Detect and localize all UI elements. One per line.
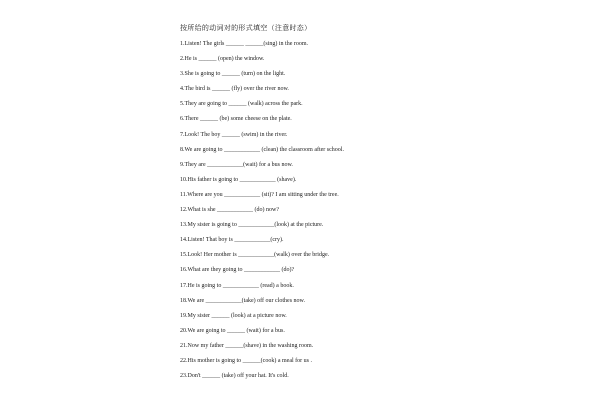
exercise-item-19: 19.My sister ______ (look) at a picture now. <box>180 312 287 319</box>
exercise-item-6: 6.There ______ (be) some cheese on the plate. <box>180 116 292 123</box>
exercise-item-4: 4.The bird is ______ (fly) over the river now. <box>180 86 289 93</box>
exercise-item-16: 16.What are they going to ____________ (do)? <box>180 267 295 274</box>
exercise-item-9: 9.They are ____________(wait) for a bus now. <box>180 161 293 168</box>
exercise-item-14: 14.Listen! That boy is ____________(cry). <box>180 237 284 244</box>
exercise-item-15: 15.Look! Her mother is ____________(walk) over the bridge. <box>180 252 330 259</box>
exercise-item-18: 18.We are ____________(take) off our clothes now. <box>180 297 305 304</box>
exercise-list <box>180 37 580 384</box>
exercise-item-5: 5.They are going to ______ (walk) across the park. <box>180 101 303 108</box>
exercise-item-22: 22.His mother is going to ______(cook) a meal for us . <box>180 357 312 364</box>
exercise-item-12: 12.What is she ____________ (do) now? <box>180 207 279 214</box>
exercise-item-8: 8.We are going to ____________ (clean) the classroom after school. <box>180 146 344 153</box>
exercise-item-17: 17.He is going to ____________ (read) a book. <box>180 282 294 289</box>
exercise-item-21: 21.Now my father ______(shave) in the washing room. <box>180 342 314 349</box>
exercise-item-20: 20.We are going to ______ (wait) for a bus. <box>180 327 285 334</box>
exercise-item-11: 11.Where are you ____________ (sit)? I am sitting under the tree. <box>180 191 339 198</box>
exercise-item-1: 1.Listen! The girls ______ ______(sing) in the room. <box>180 41 309 47</box>
exercise-item-10: 10.His father is going to ____________ (shave). <box>180 176 297 183</box>
exercise-item-23: 23.Don't ______ (take) off your hat. It's cold. <box>180 373 289 380</box>
exercise-item-2: 2.He is ______ (open) the window. <box>180 56 265 63</box>
exercise-item-13: 13.My sister is going to ____________(look) at the picture. <box>180 222 324 229</box>
exercise-item-3: 3.She is going to ______ (turn) on the light. <box>180 71 286 78</box>
exercise-item-7: 7.Look! The boy ______ (swim) in the river. <box>180 131 288 138</box>
worksheet-title: 按所给的动词对的形式填空（注意时态） <box>180 24 312 32</box>
